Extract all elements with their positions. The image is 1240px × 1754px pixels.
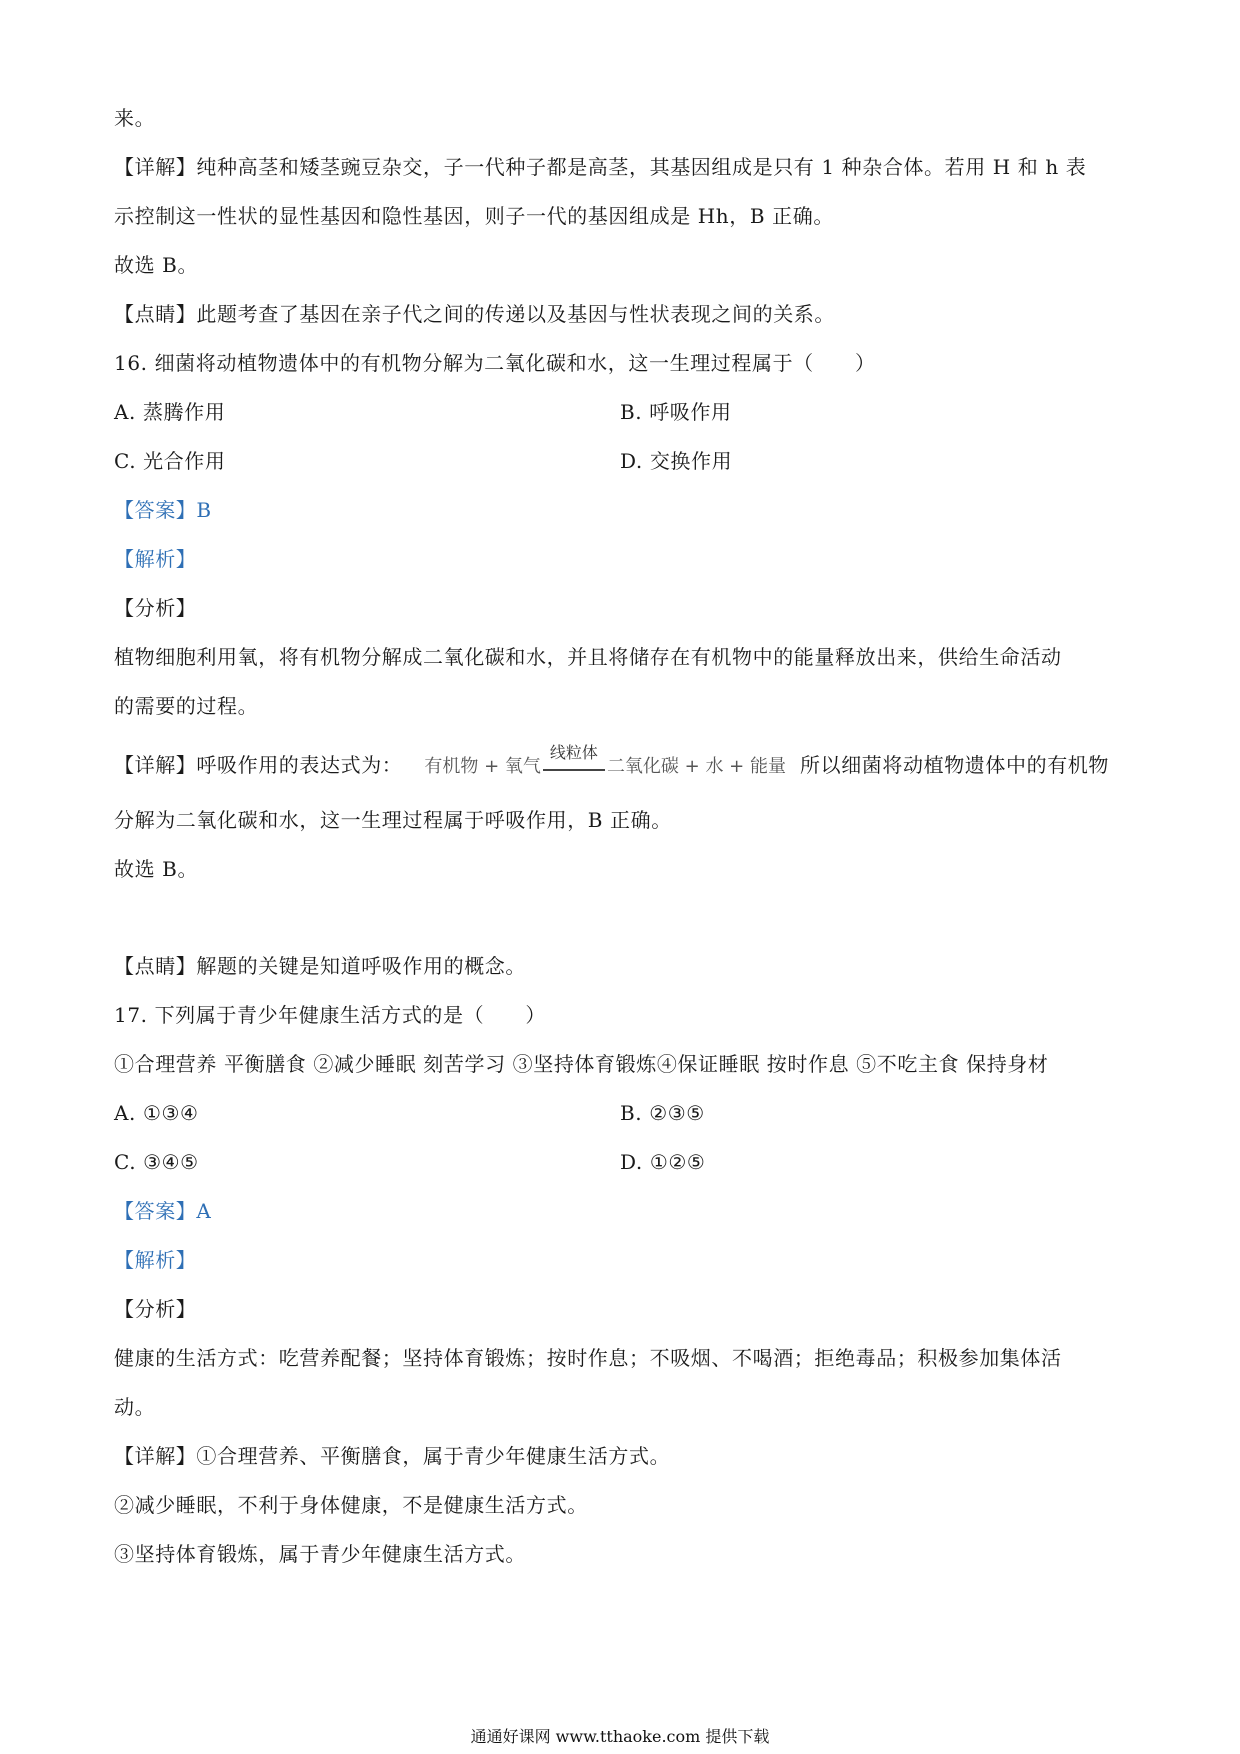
analysis-label: 【解析】 xyxy=(114,1248,197,1272)
formula-right: 二氧化碳 + 水 + 能量 xyxy=(606,755,786,777)
text-line: 示控制这一性状的显性基因和隐性基因，则子一代的基因组成是 Hh，B 正确。 xyxy=(114,204,834,228)
page-footer: 通通好课网 www.tthaoke.com 提供下载 xyxy=(470,1727,770,1746)
text-line: ①合理营养 平衡膳食 ②减少睡眠 刻苦学习 ③坚持体育锻炼④保证睡眠 按时作息 ⑤不吃主食 保持身材 xyxy=(114,1052,1049,1076)
answer-label: 【答案】B xyxy=(114,498,212,522)
option-c: C. 光合作用 xyxy=(114,449,226,473)
option-c: C. ③④⑤ xyxy=(114,1150,199,1174)
text-line: 【详解】纯种高茎和矮茎豌豆杂交，子一代种子都是高茎，其基因组成是只有 1 种杂合体。若用 H 和 h 表 xyxy=(114,155,1087,179)
text-line: 来。 xyxy=(114,106,156,130)
formula-arrow xyxy=(541,742,607,781)
detail-suffix: 所以细菌将动植物遗体中的有机物 xyxy=(800,753,1109,777)
question-16: 16. 细菌将动植物遗体中的有机物分解为二氧化碳和水，这一生理过程属于（ ） xyxy=(114,351,876,375)
option-a: A. 蒸腾作用 xyxy=(114,400,226,424)
detail-prefix: 【详解】呼吸作用的表达式为： xyxy=(114,753,403,777)
question-17: 17. 下列属于青少年健康生活方式的是（ ） xyxy=(114,1003,546,1027)
text-line: 动。 xyxy=(114,1395,156,1419)
answer-label: 【答案】A xyxy=(114,1199,212,1223)
text-line: 故选 B。 xyxy=(114,857,199,881)
text-line: 分解为二氧化碳和水，这一生理过程属于呼吸作用，B 正确。 xyxy=(114,808,672,832)
option-d: D. ①②⑤ xyxy=(620,1150,706,1174)
tip-line: 【点睛】解题的关键是知道呼吸作用的概念。 xyxy=(114,954,526,978)
analysis-label: 【解析】 xyxy=(114,547,197,571)
formula-condition: 线粒体 xyxy=(549,742,598,762)
option-d: D. 交换作用 xyxy=(620,449,733,473)
option-b: B. 呼吸作用 xyxy=(620,400,732,424)
formula-bar xyxy=(543,769,605,771)
text-line: 故选 B。 xyxy=(114,253,199,277)
option-a: A. ①③④ xyxy=(114,1101,199,1125)
formula-left: 有机物 + 氧气 xyxy=(424,755,541,777)
fenxi-label: 【分析】 xyxy=(114,1297,197,1321)
text-line: 的需要的过程。 xyxy=(114,694,259,718)
fenxi-label: 【分析】 xyxy=(114,596,197,620)
text-line: ②减少睡眠，不利于身体健康，不是健康生活方式。 xyxy=(114,1493,588,1517)
detail-with-formula xyxy=(114,742,1109,781)
text-line: 植物细胞利用氧，将有机物分解成二氧化碳和水，并且将储存在有机物中的能量释放出来，供给生命活动 xyxy=(114,645,1062,669)
text-line: 【详解】①合理营养、平衡膳食，属于青少年健康生活方式。 xyxy=(114,1444,671,1468)
text-line: 健康的生活方式：吃营养配餐；坚持体育锻炼；按时作息；不吸烟、不喝酒；拒绝毒品；积极参加集体活 xyxy=(114,1346,1062,1370)
text-line: ③坚持体育锻炼，属于青少年健康生活方式。 xyxy=(114,1542,526,1566)
text-line: 【点睛】此题考查了基因在亲子代之间的传递以及基因与性状表现之间的关系。 xyxy=(114,302,835,326)
option-b: B. ②③⑤ xyxy=(620,1101,705,1125)
respiration-formula xyxy=(424,742,786,781)
